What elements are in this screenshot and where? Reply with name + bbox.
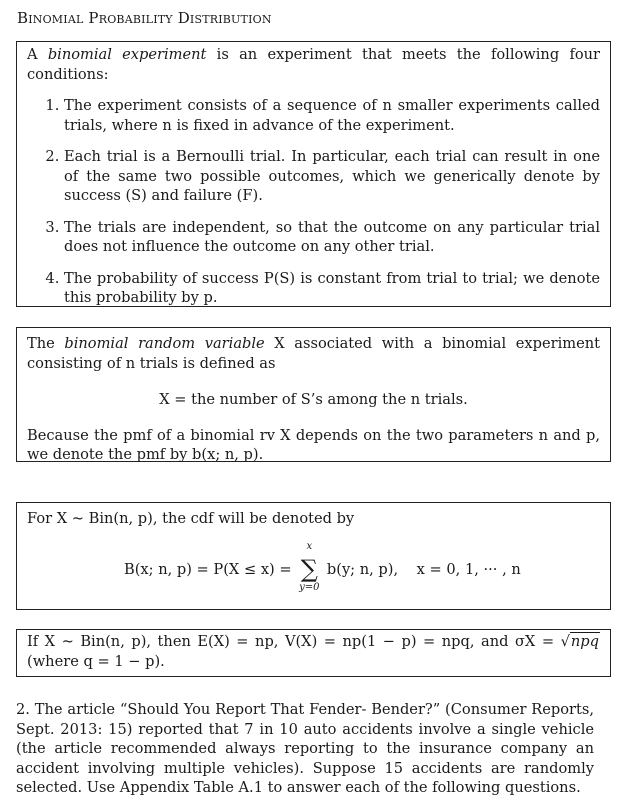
definition-intro-rest: is an experiment that meets the following four conditions: bbox=[27, 46, 601, 83]
sqrt-expression bbox=[561, 632, 600, 652]
page-title: Binomial Probability Distribution bbox=[17, 9, 272, 27]
rv-equation: X = the number of S’s among the n trials. bbox=[159, 391, 468, 408]
cdf-range: x = 0, 1, ··· , n bbox=[416, 560, 521, 578]
condition-item: 3. The trials are independent, so that the outcome on any particular trial does not influence the outcome on any other trial. bbox=[64, 218, 600, 257]
rv-definition-post: X associated with a binomial experiment consisting of n trials is defined as bbox=[27, 335, 600, 372]
rv-term: binomial random variable bbox=[64, 335, 265, 352]
problem-statement: 2. The article “Should You Report That Fender- Bender?” (Consumer Reports, Sept. 2013: 15) reported that 7 in 10 auto accidents involve a single vehicle (the article recommended always reporting to the insurance company an accident involving multiple vehicles). Suppose 15 accidents are randomly selected. Use Appendix Table A.1 to answer each of the following questions. bbox=[16, 701, 594, 796]
cdf-box bbox=[16, 502, 611, 610]
sigma-icon: ∑ bbox=[300, 554, 318, 583]
rv-definition-pre: The bbox=[27, 335, 65, 352]
pmf-note: Because the pmf of a binomial rv X depends on the two parameters n and p, we denote the pmf by b(x; n, p). bbox=[27, 426, 600, 463]
condition-item: 4. The probability of success P(S) is constant from trial to trial; we denote this probability by p. bbox=[64, 269, 600, 308]
conditions-list bbox=[27, 96, 600, 308]
definition-intro: A binomial experiment is an experiment that meets the following four conditions: bbox=[27, 46, 601, 83]
sum-term: b(y; n, p), bbox=[326, 560, 399, 578]
sum-lower-limit: y=0 bbox=[299, 581, 320, 593]
condition-item: 2. Each trial is a Bernoulli trial. In particular, each trial can result in one of the same two possible outcomes, which we generically denote by success (S) and failure (F). bbox=[64, 147, 600, 206]
condition-item: 1. The experiment consists of a sequence of n smaller experiments called trials, where n is fixed in advance of the experiment. bbox=[64, 96, 600, 135]
sqrt-radicand: npq bbox=[570, 633, 599, 650]
rv-definition bbox=[27, 334, 600, 373]
mean-variance-text: If X ~ Bin(n, p), then E(X) = np, V(X) = np(1 − p) = npq, and σX = bbox=[27, 633, 561, 650]
sum-upper-limit: x bbox=[306, 540, 313, 552]
cdf-intro: For X ~ Bin(n, p), the cdf will be denoted by bbox=[27, 510, 355, 527]
cdf-lhs: B(x; n, p) = P(X ≤ x) = bbox=[124, 560, 292, 578]
definition-term: binomial experiment bbox=[47, 46, 207, 63]
sqrt-icon: √ bbox=[560, 633, 570, 650]
mean-variance-box bbox=[16, 629, 611, 677]
binomial-random-variable-box bbox=[16, 327, 611, 462]
q-definition: (where q = 1 − p). bbox=[27, 652, 165, 670]
cdf-equation bbox=[27, 533, 600, 597]
summation bbox=[296, 540, 322, 593]
binomial-experiment-definition-box bbox=[16, 41, 611, 307]
